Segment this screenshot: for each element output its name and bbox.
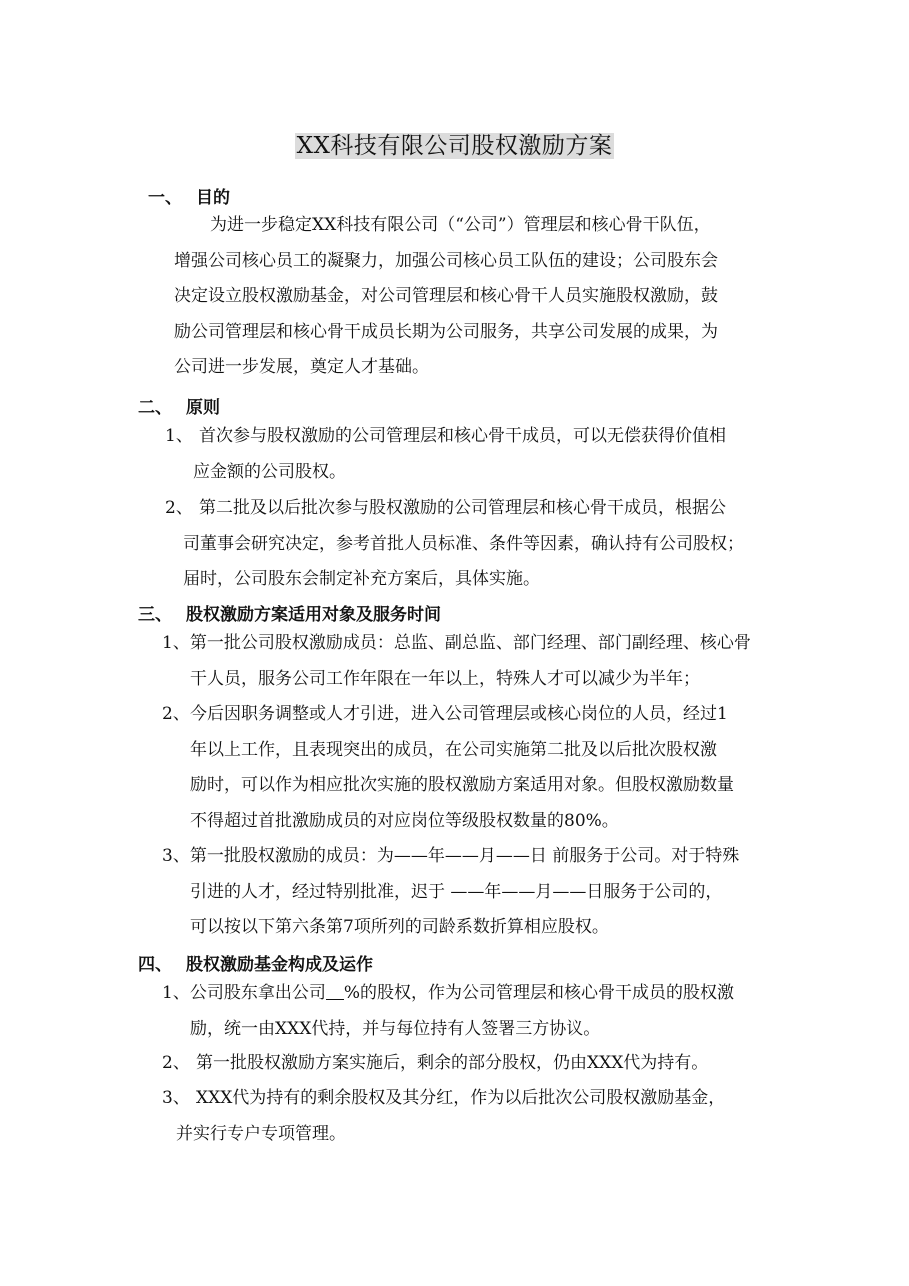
section-3-item-2: 2、今后因职务调整或人才引进，进入公司管理层或核心岗位的人员，经过1 年以上工作，且表现突出的成员，在公司实施第二批及以后批次股权激 励时，可以作为相应批次实施的股权激励方案适用对象。但股权激励数量 不得超过首批激励成员的对应岗位等级股权数量的80%。 bbox=[162, 704, 734, 831]
section-2-item-1: 1、 首次参与股权激励的公司管理层和核心骨干成员，可以无偿获得价值相 应金额的公司股权。 bbox=[165, 426, 726, 482]
section-4-item-1: 1、公司股东拿出公司 %的股权，作为公司管理层和核心骨干成员的股权激 励，统一由XXX代持，并与每位持有人签署三方协议。 bbox=[162, 983, 734, 1039]
section-3-item-1: 1、第一批公司股权激励成员：总监、副总监、部门经理、部门副经理、核心骨 干人员，服务公司工作年限在一年以上，特殊人才可以减少为半年； bbox=[162, 633, 751, 689]
document-title: XX科技有限公司股权激励方案 bbox=[296, 133, 613, 159]
section-4-item-2: 2、 第一批股权激励方案实施后，剩余的部分股权，仍由XXX代为持有。 bbox=[162, 1053, 709, 1073]
section-4-item-3: 3、 XXX代为持有的剩余股权及其分红，作为以后批次公司股权激励基金， 并实行专户专项管理。 bbox=[162, 1088, 726, 1144]
section-3-item-3: 3、第一批股权激励的成员：为——年——月——日 前服务于公司。对于特殊 引进的人才，经过特别批准，迟于 ——年——月——日服务于公司的， 可以按以下第六条第7项所列的司龄系数折算相应股权。 bbox=[162, 846, 740, 937]
paragraph-line: 决定设立股权激励基金，对公司管理层和核心骨干人员实施股权激励，鼓 bbox=[174, 286, 718, 306]
percentage-blank bbox=[326, 983, 344, 1000]
section-1-paragraph bbox=[174, 208, 718, 386]
section-heading-3: 三、 股权激励方案适用对象及服务时间 bbox=[138, 605, 441, 625]
paragraph-line: 增强公司核心员工的凝聚力，加强公司核心员工队伍的建设；公司股东会 bbox=[174, 250, 718, 271]
section-heading-1: 一、 目的 bbox=[148, 188, 230, 208]
paragraph-line: 公司进一步发展，奠定人才基础。 bbox=[174, 357, 429, 377]
paragraph-line: 为进一步稳定XX科技有限公司（“公司”）管理层和核心骨干队伍， bbox=[210, 215, 711, 235]
section-heading-2: 二、 原则 bbox=[138, 398, 220, 418]
section-2-item-2: 2、 第二批及以后批次参与股权激励的公司管理层和核心骨干成员，根据公 司董事会研究决定，参考首批人员标准、条件等因素，确认持有公司股权； 届时，公司股东会制定补充方案后，具体实施。 bbox=[165, 498, 744, 589]
section-heading-4: 四、 股权激励基金构成及运作 bbox=[138, 955, 373, 975]
paragraph-line: 励公司管理层和核心骨干成员长期为公司服务，共享公司发展的成果，为 bbox=[174, 321, 718, 342]
